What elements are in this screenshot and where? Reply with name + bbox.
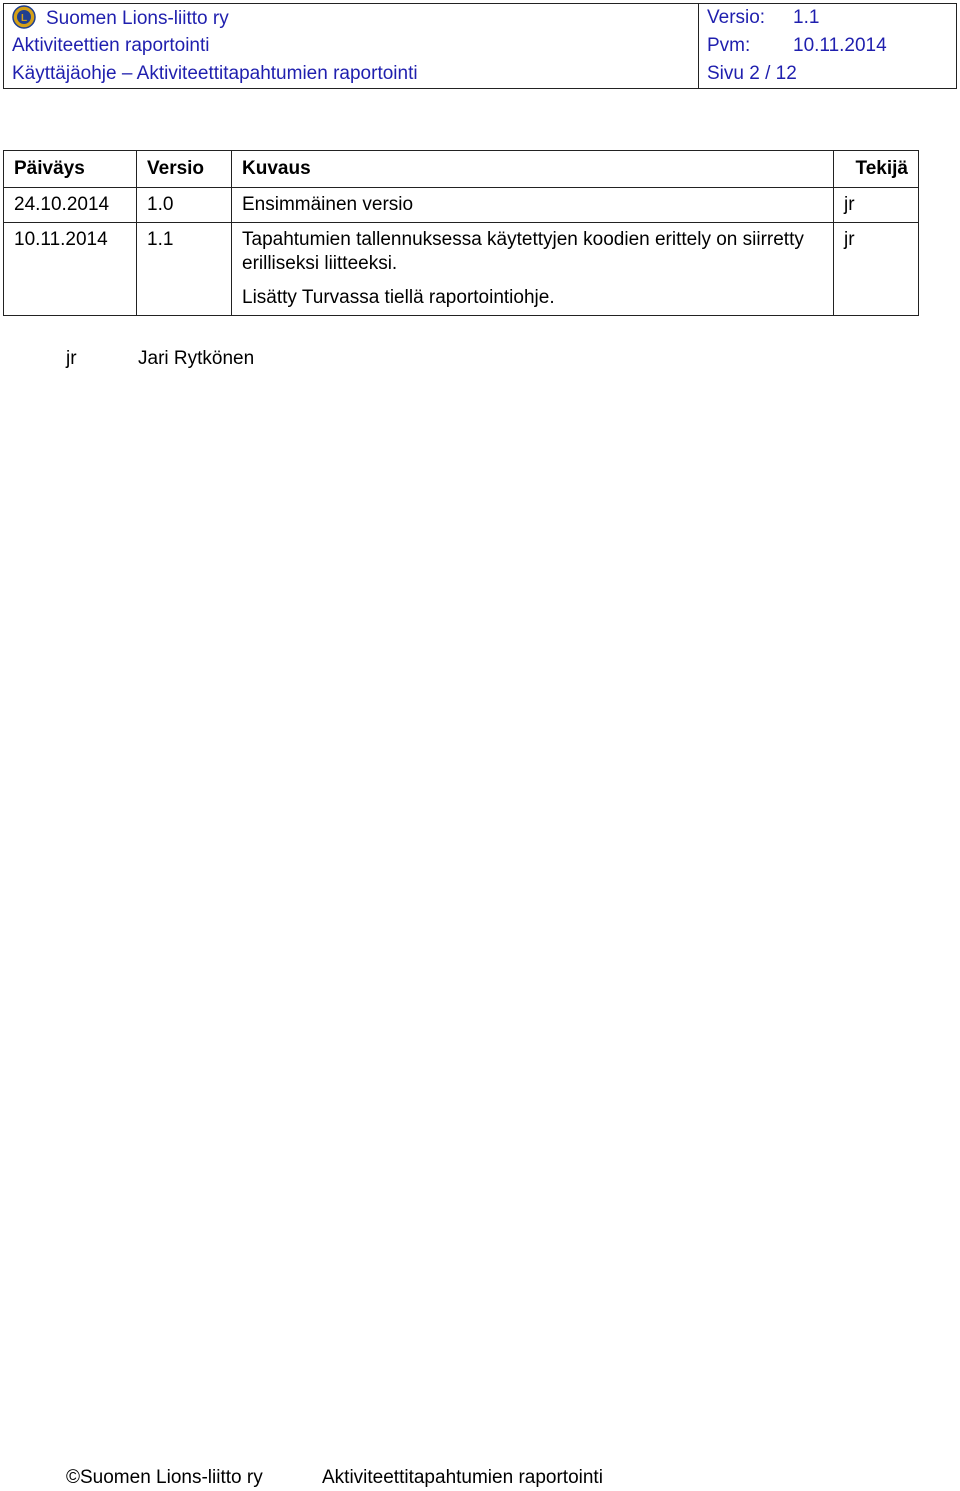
header-doc-title: Käyttäjäohje – Aktiviteettitapahtumien raportointi	[4, 60, 699, 89]
abbreviation-key: jr	[66, 348, 77, 369]
header-page-number: Sivu 2 / 12	[699, 60, 957, 89]
header-date-label: Pvm:	[699, 32, 786, 60]
col-header-version: Versio	[137, 151, 232, 188]
col-header-description: Kuvaus	[232, 151, 834, 188]
header-org	[4, 4, 699, 33]
cell-description	[232, 223, 834, 316]
cell-date: 24.10.2014	[4, 188, 137, 223]
header-date-value: 10.11.2014	[785, 32, 957, 60]
cell-date: 10.11.2014	[4, 223, 137, 316]
col-header-author: Tekijä	[834, 151, 919, 188]
cell-author: jr	[834, 223, 919, 316]
revision-history-table	[3, 150, 919, 316]
abbreviation-list	[66, 348, 254, 370]
col-header-date: Päiväys	[4, 151, 137, 188]
abbreviation-value: Jari Rytkönen	[138, 348, 255, 369]
cell-description	[232, 188, 834, 223]
lions-logo-icon	[12, 5, 36, 29]
header-org-text: Suomen Lions-liitto ry	[46, 7, 229, 29]
description-line: Lisätty Turvassa tiellä raportointiohje.	[242, 287, 555, 308]
footer-org: ©Suomen Lions-liitto ry	[66, 1467, 263, 1488]
page-footer	[66, 1467, 603, 1489]
description-line: Tapahtumien tallennuksessa käytettyjen koodien erittely on siirretty erilliseksi liitteeksi.	[242, 229, 804, 274]
cell-version: 1.0	[137, 188, 232, 223]
svg-text:L: L	[20, 12, 28, 24]
header-version-label: Versio:	[699, 4, 786, 33]
document-header	[3, 3, 957, 89]
footer-doc: Aktiviteettitapahtumien raportointi	[322, 1467, 603, 1488]
cell-version: 1.1	[137, 223, 232, 316]
header-project: Aktiviteettien raportointi	[4, 32, 699, 60]
table-row	[4, 223, 919, 316]
header-version-value: 1.1	[785, 4, 957, 33]
table-header-row	[4, 151, 919, 188]
table-row	[4, 188, 919, 223]
description-line: Ensimmäinen versio	[242, 194, 414, 215]
cell-author: jr	[834, 188, 919, 223]
